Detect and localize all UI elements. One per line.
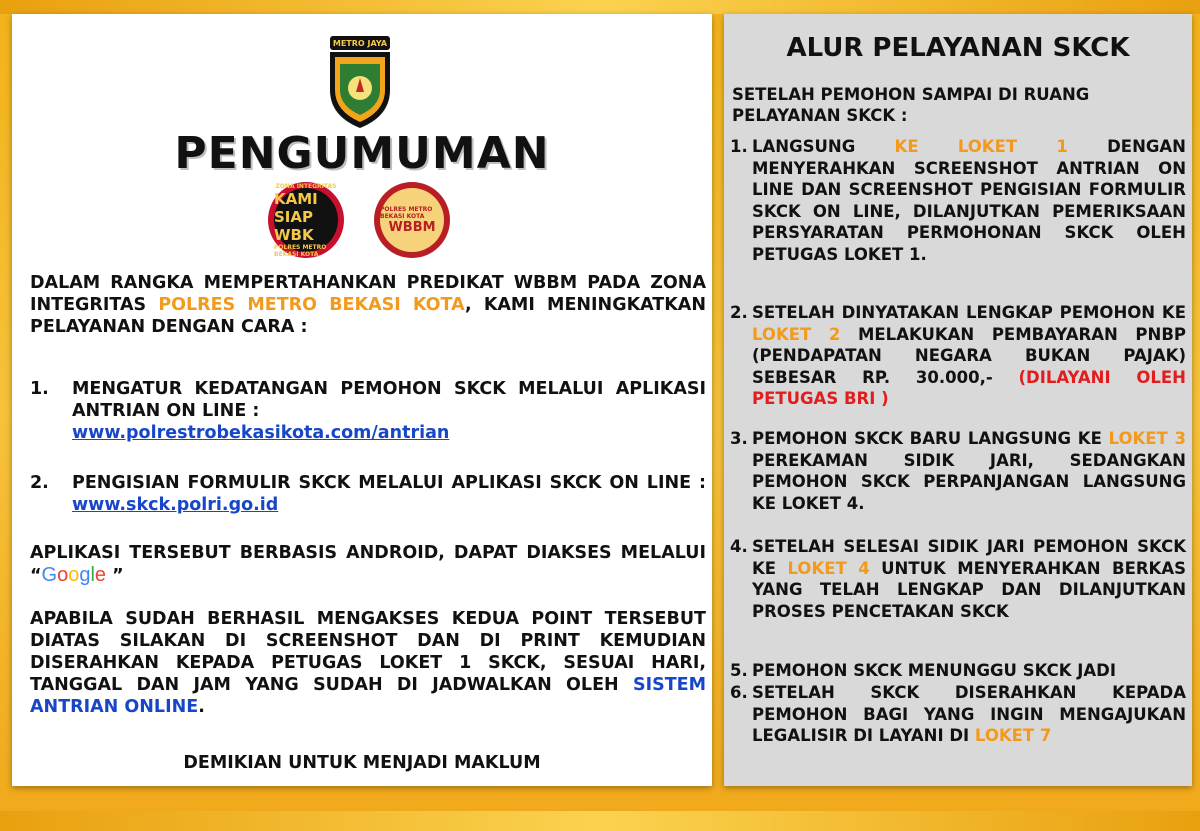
wbbm-badge: POLRES METRO BEKASI KOTA WBBM: [374, 182, 450, 258]
flow-step: 2. SETELAH DINYATAKAN LENGKAP PEMOHON KE LOKET 2 MELAKUKAN PEMBAYARAN PNBP (PENDAPATAN NEGARA BUKAN PAJAK) SEBESAR RP. 30.000,- (DILAYANI OLEH PETUGAS BRI ): [730, 303, 1186, 408]
logo-text: METRO JAYA: [332, 39, 388, 48]
flow-step: 1. LANGSUNG KE LOKET 1 DENGAN MENYERAHKAN SCREENSHOT ANTRIAN ON LINE DAN SCREENSHOT PENGISIAN FORMULIR SKCK ON LINE, DILANJUTKAN PEMERIKSAAN PERSYARATAN PERMOHONAN SKCK OLEH PETUGAS LOKET 1.: [730, 137, 1186, 264]
antrian-online-highlight: SISTEM ANTRIAN ONLINE: [30, 675, 706, 717]
skck-link[interactable]: www.skck.polri.go.id: [72, 495, 279, 515]
announcement-panel: [12, 14, 712, 786]
antrian-link[interactable]: www.polrestrobekasikota.com/antrian: [72, 423, 450, 443]
flow-step: 6. SETELAH SKCK DISERAHKAN KEPADA PEMOHON BAGI YANG INGIN MENGAJUKAN LEGALISIR DI LAYANI DI LOKET 7: [730, 683, 1186, 745]
intro-paragraph: DALAM RANGKA MEMPERTAHANKAN PREDIKAT WBBM PADA ZONA INTEGRITAS POLRES METRO BEKASI KOTA, KAMI MENINGKATKAN PELAYANAN DENGAN CARA :: [30, 273, 706, 337]
flow-step: 3. PEMOHON SKCK BARU LANGSUNG KE LOKET 3 PEREKAMAN SIDIK JARI, SEDANGKAN PEMOHON SKCK PERPANJANGAN LANGSUNG KE LOKET 4.: [730, 429, 1186, 513]
zona-integritas-badge: ZONA INTEGRITAS KAMI SIAP WBK POLRES METRO BEKASI KOTA: [268, 182, 344, 258]
flow-intro: SETELAH PEMOHON SAMPAI DI RUANG PELAYANAN SKCK :: [732, 85, 1090, 125]
google-logo: Google: [41, 564, 107, 586]
android-paragraph: APLIKASI TERSEBUT BERBASIS ANDROID, DAPAT DIAKSES MELALUI “Google ”: [30, 543, 706, 586]
instructions-paragraph: APABILA SUDAH BERHASIL MENGAKSES KEDUA POINT TERSEBUT DIATAS SILAKAN DI SCREENSHOT DAN DI PRINT KEMUDIAN DISERAHKAN KEPADA PETUGAS LOKET 1 SKCK, SESUAI HARI, TANGGAL DAN JAM YANG SUDAH DI JADWALKAN OLEH SISTEM ANTRIAN ONLINE.: [30, 609, 706, 717]
service-flow-panel: [724, 14, 1192, 786]
top-border: [0, 0, 1200, 14]
list-item: 2. PENGISIAN FORMULIR SKCK MELALUI APLIKASI SKCK ON LINE : www.skck.polri.go.id: [30, 473, 706, 515]
flow-step: 5. PEMOHON SKCK MENUNGGU SKCK JADI: [730, 661, 1117, 680]
page-title: PENGUMUMAN: [174, 128, 550, 179]
flow-title: ALUR PELAYANAN SKCK: [786, 33, 1130, 63]
polres-highlight: POLRES METRO BEKASI KOTA: [158, 295, 465, 315]
list-item: 1. MENGATUR KEDATANGAN PEMOHON SKCK MELALUI APLIKASI ANTRIAN ON LINE : www.polrestrobekasikota.com/antrian: [30, 379, 706, 443]
closing-text: DEMIKIAN UNTUK MENJADI MAKLUM: [183, 753, 541, 773]
flow-step: 4. SETELAH SELESAI SIDIK JARI PEMOHON SKCK KE LOKET 4 UNTUK MENYERAHKAN BERKAS YANG TELAH LENGKAP DAN DILANJUTKAN PROSES PENCETAKAN SKCK: [730, 537, 1186, 621]
police-shield-logo: [324, 30, 396, 130]
bottom-border: [0, 811, 1200, 831]
